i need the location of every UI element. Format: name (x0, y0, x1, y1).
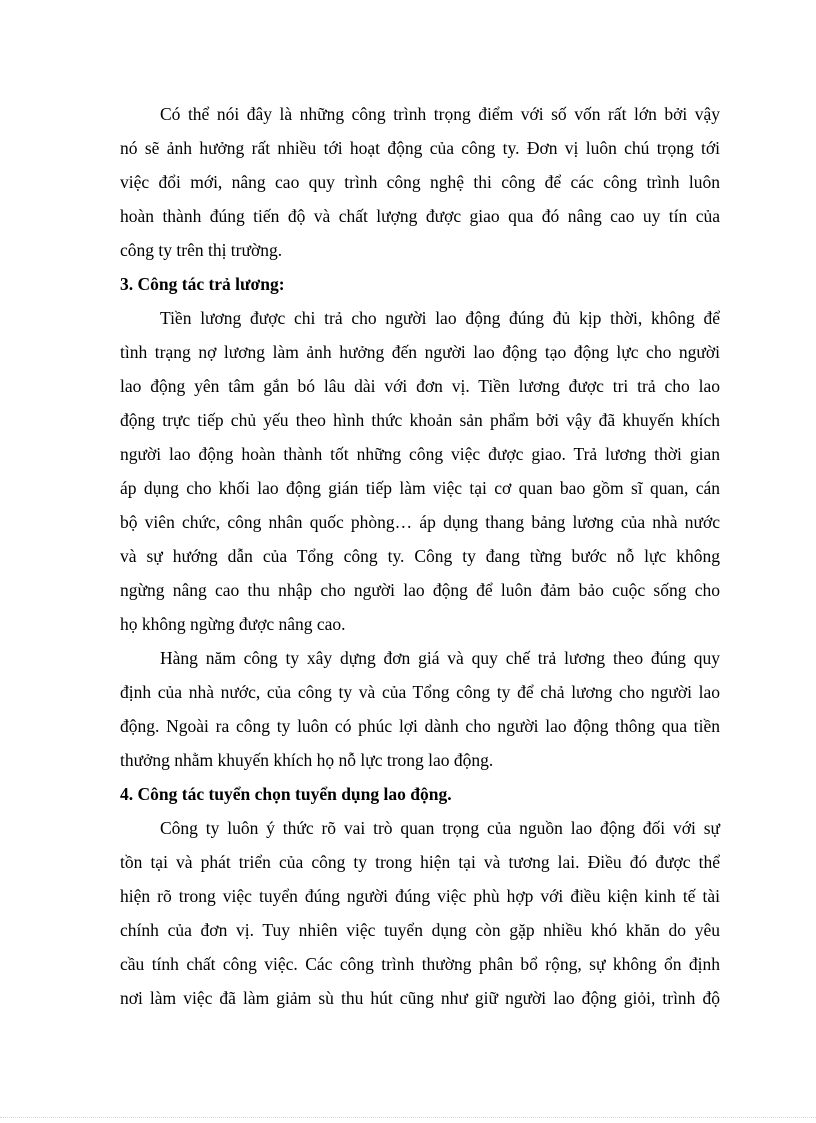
text-line: công ty trên thị trường. (120, 240, 283, 260)
text-line: tồn tại và phát triển của công ty trong hiện tại và tương lai. Điều đó được thể (120, 852, 720, 872)
text-line: Công ty luôn ý thức rõ vai trò quan trọng của nguồn lao động đối với sự (160, 818, 720, 838)
text-line: áp dụng cho khối lao động gián tiếp làm việc tại cơ quan bao gồm sĩ quan, cán (120, 478, 720, 498)
text-line: động. Ngoài ra công ty luôn có phúc lợi dành cho người lao động thông qua tiền (120, 716, 720, 736)
section-heading-recruitment: 4. Công tác tuyển chọn tuyển dụng lao động. (120, 784, 452, 804)
text-line: định của nhà nước, của công ty và của Tổng công ty để chả lương cho người lao (120, 682, 720, 702)
text-line: nó sẽ ảnh hưởng rất nhiều tới hoạt động của công ty. Đơn vị luôn chú trọng tới (120, 138, 720, 158)
text-line: chính của đơn vị. Tuy nhiên việc tuyển dụng còn gặp nhiều khó khăn do yêu (120, 920, 720, 940)
text-line: lao động yên tâm gắn bó lâu dài với đơn vị. Tiền lương được tri trả cho lao (120, 376, 720, 396)
text-line: nơi làm việc đã làm giảm sù thu hút cũng như giữ người lao động giỏi, trình độ (120, 988, 720, 1008)
text-line: tình trạng nợ lương làm ảnh hưởng đến người lao động tạo động lực cho người (120, 342, 720, 362)
document-body (120, 97, 720, 1015)
text-line: họ không ngừng được nâng cao. (120, 614, 346, 634)
paragraph-salary-policy (120, 641, 720, 777)
page-bottom-divider (0, 1117, 816, 1118)
text-line: người lao động hoàn thành tốt những công việc được giao. Trả lương thời gian (120, 444, 720, 464)
text-line: bộ viên chức, công nhân quốc phòng… áp dụng thang bảng lương của nhà nước (120, 512, 720, 532)
section-heading-salary: 3. Công tác trả lương: (120, 274, 285, 294)
text-line: Có thể nói đây là những công trình trọng điểm với số vốn rất lớn bởi vậy (160, 104, 720, 124)
text-line: động trực tiếp chủ yếu theo hình thức khoản sản phẩm bởi vậy đã khuyến khích (120, 410, 720, 430)
text-line: hoàn thành đúng tiến độ và chất lượng được giao qua đó nâng cao uy tín của (120, 206, 720, 226)
text-line: và sự hướng dẫn của Tổng công ty. Công ty đang từng bước nỗ lực không (120, 546, 720, 566)
paragraph-recruitment (120, 811, 720, 1015)
text-line: thưởng nhằm khuyến khích họ nỗ lực trong lao động. (120, 750, 494, 770)
text-line: việc đổi mới, nâng cao quy trình công nghệ thi công để các công trình luôn (120, 172, 720, 192)
paragraph-salary (120, 301, 720, 641)
text-line: cầu tính chất công việc. Các công trình thường phân bổ rộng, sự không ổn định (120, 954, 720, 974)
text-line: Tiền lương được chi trả cho người lao động đúng đủ kịp thời, không để (160, 308, 720, 328)
paragraph-intro (120, 97, 720, 267)
text-line: ngừng nâng cao thu nhập cho người lao động để luôn đảm bảo cuộc sống cho (120, 580, 720, 600)
text-line: Hàng năm công ty xây dựng đơn giá và quy chế trả lương theo đúng quy (160, 648, 720, 668)
text-line: hiện rõ trong việc tuyển đúng người đúng việc phù hợp với điều kiện kinh tế tài (120, 886, 720, 906)
